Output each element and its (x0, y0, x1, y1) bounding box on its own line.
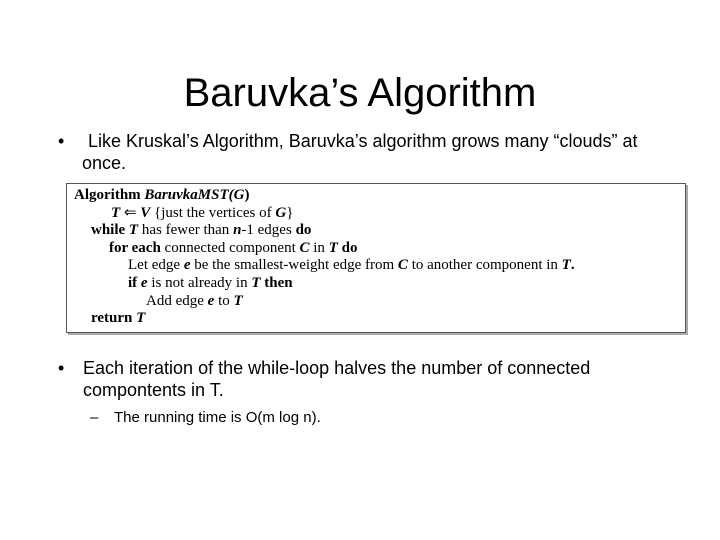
algo-line-8: return T (91, 310, 146, 327)
sub-bullet-text: The running time is O(m log n). (114, 409, 321, 426)
bullet-dot: • (58, 131, 65, 151)
algo-line-4: for each connected component C in T do (109, 239, 358, 256)
algo-line-7: Add edge e to T (146, 292, 243, 309)
algo-line-2: T ⇐ V {just the vertices of G} (111, 204, 294, 221)
algorithm-box (66, 183, 686, 333)
bullet-dot: • (58, 358, 65, 378)
sub-bullet-dash: – (90, 409, 99, 426)
algo-line-3: while T has fewer than n-1 edges do (91, 222, 312, 239)
algo-line-1: Algorithm BaruvkaMST(G) (74, 187, 250, 203)
algorithm-pseudocode (67, 187, 575, 328)
algo-line-5: Let edge e be the smallest-weight edge from C to another component in T. (128, 257, 575, 274)
algo-line-6: if e is not already in T then (128, 274, 293, 291)
bullet-text: Each iteration of the while-loop halves the number of connected compontents in T. (83, 358, 591, 400)
bullet-text: Like Kruskal’s Algorithm, Baruvka’s algorithm grows many “clouds” at once. (82, 131, 638, 173)
slide-title: Baruvka’s Algorithm (183, 71, 537, 115)
